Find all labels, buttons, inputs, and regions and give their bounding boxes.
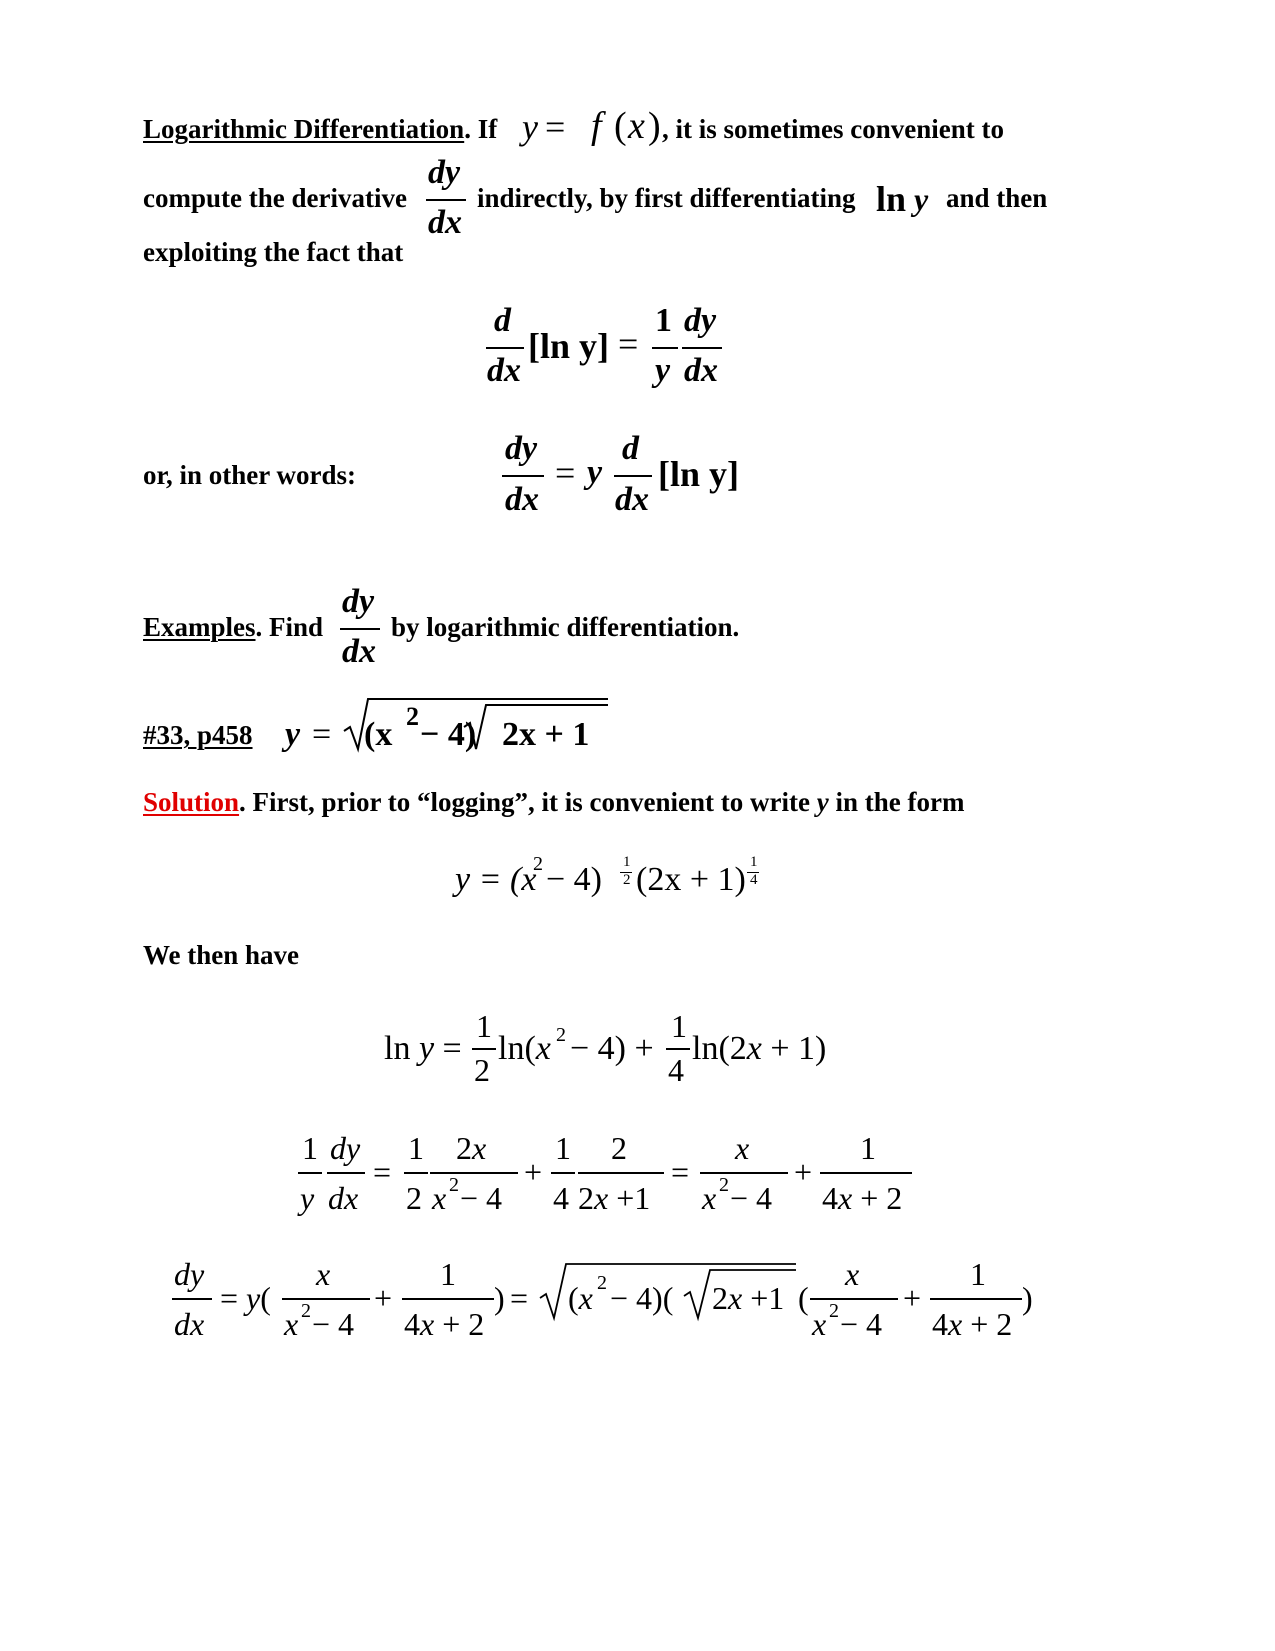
- eq5-f1-den-rest: − 4: [312, 1306, 355, 1342]
- eq1-d: d: [494, 302, 511, 339]
- eq5-plus-2: +: [903, 1280, 922, 1316]
- form-half-den: 2: [623, 872, 631, 888]
- eq4-f5-den-x: x: [702, 1180, 717, 1216]
- eq4-f3-den: 4: [553, 1180, 569, 1216]
- section-heading: Logarithmic Differentiation: [143, 114, 465, 144]
- eq5-f2-den: 4x + 2: [404, 1306, 485, 1342]
- eq4-plus-2: +: [794, 1154, 813, 1190]
- eq5-f3-den-rest: − 4: [840, 1306, 883, 1342]
- intro-fraction-bar: [426, 199, 466, 201]
- examples-rest: by logarithmic differentiation.: [391, 612, 740, 642]
- eq4-one: 1: [302, 1130, 318, 1166]
- intro-if: . If: [464, 114, 498, 144]
- solution-y: y: [816, 787, 829, 817]
- eq5-f3-num: x: [845, 1256, 860, 1292]
- eq4-equals-2: =: [671, 1154, 690, 1190]
- eq4-f2-den-rest: − 4: [460, 1180, 503, 1216]
- examples-heading: Examples: [143, 612, 256, 642]
- form-quarter-num: 1: [750, 854, 758, 870]
- solution-line: [143, 787, 964, 818]
- eq4-f5-den-exp: 2: [719, 1174, 729, 1196]
- eq4-dy: dy: [330, 1130, 361, 1166]
- eq2-bracket: [ln y]: [658, 454, 739, 494]
- eq4-dx: dx: [328, 1180, 359, 1216]
- eq4-f2-num: 2x: [456, 1130, 487, 1166]
- intro-ln: ln: [876, 179, 907, 219]
- eq4-plus: +: [524, 1154, 543, 1190]
- eq4-f4-num: 2: [611, 1130, 627, 1166]
- examples-fraction-bar: [340, 628, 380, 630]
- intro-dy: dy: [428, 154, 461, 191]
- eq2-dy: dy: [505, 430, 538, 467]
- eq4-f5-num: x: [735, 1130, 750, 1166]
- solution-text-a: . First, prior to “logging”, it is convenient to write: [239, 787, 817, 817]
- intro-line-2c: and then: [946, 183, 1048, 213]
- intro-paren-close: ): [648, 105, 661, 147]
- eq5-plus: +: [374, 1280, 393, 1316]
- examples-line: [143, 612, 323, 643]
- problem-y: y: [285, 716, 301, 753]
- eq3-bar-2: [666, 1048, 690, 1050]
- eq2-label: or, in other words:: [143, 460, 357, 490]
- intro-line-2b: indirectly, by first differentiating: [477, 183, 856, 213]
- eq4-f2-den-x: x: [432, 1180, 447, 1216]
- eq2-equals: =: [555, 453, 576, 493]
- form-half-num: 1: [623, 854, 631, 870]
- eq1-dx: dx: [487, 352, 521, 389]
- eq3-two: 2: [474, 1052, 490, 1088]
- form-mid2: (2x + 1): [636, 861, 746, 898]
- form-quarter-den: 4: [750, 872, 758, 888]
- problem-inner: (x: [364, 716, 393, 753]
- then-have-text: We then have: [143, 940, 300, 970]
- eq4-f1-bar: [404, 1172, 428, 1174]
- intro-line-3: exploiting the fact that: [143, 237, 404, 267]
- eq5-f4-num: 1: [970, 1256, 986, 1292]
- eq3-one-a: 1: [476, 1008, 492, 1044]
- eq5-rad-a: (x: [568, 1280, 593, 1316]
- examples-dy: dy: [342, 583, 375, 620]
- eq1-dx2: dx: [684, 352, 718, 389]
- eq4-f1-den: 2: [406, 1180, 422, 1216]
- eq1-bar-1: [486, 347, 524, 349]
- intro-ln-y: y: [914, 181, 929, 217]
- eq2-dx: dx: [505, 481, 539, 518]
- solution-label: Solution: [143, 787, 240, 817]
- eq5-f4-bar: [930, 1298, 1022, 1300]
- eq2-y: y: [587, 454, 603, 491]
- eq4-f6-bar: [820, 1172, 912, 1174]
- eq4-bar-2: [327, 1172, 365, 1174]
- form-exponent-2: 2: [533, 853, 543, 875]
- eq5-f2-bar: [402, 1298, 494, 1300]
- problem-exponent: 2: [406, 702, 419, 731]
- eq1-bar-3: [682, 347, 722, 349]
- eq1-bracket: [ln y]: [528, 326, 609, 366]
- intro-paren-open: (: [614, 105, 627, 147]
- intro-x: x: [628, 105, 645, 147]
- intro-rest-1: , it is sometimes convenient to: [662, 114, 1004, 144]
- eq4-f2-den-exp: 2: [449, 1174, 459, 1196]
- eq5-rad-b: − 4)(: [610, 1280, 674, 1316]
- eq5-f1-den-exp: 2: [301, 1300, 311, 1322]
- eq4-f5-bar: [700, 1172, 788, 1174]
- intro-equals: =: [545, 107, 566, 147]
- eq4-f3-num: 1: [555, 1130, 571, 1166]
- eq3-exponent: 2: [556, 1024, 566, 1046]
- eq3-term1: ln(x: [498, 1030, 551, 1067]
- eq5-f3-den-exp: 2: [829, 1300, 839, 1322]
- eq5-close-2: ): [1022, 1280, 1033, 1316]
- eq4-f4-den: 2x +1: [578, 1180, 651, 1216]
- examples-dx: dx: [342, 633, 376, 670]
- problem-equals: =: [312, 716, 332, 753]
- eq5-rad-inner: 2x +1: [712, 1280, 785, 1316]
- eq5-equals: =: [510, 1280, 529, 1316]
- problem-mid: − 4): [420, 716, 477, 753]
- eq5-f1-den-x: x: [284, 1306, 299, 1342]
- eq1-equals: =: [618, 324, 639, 364]
- eq5-lhs: = y(: [220, 1280, 271, 1316]
- eq3-term2: ln(2x + 1): [692, 1030, 827, 1067]
- eq3-term1b: − 4) +: [570, 1030, 654, 1067]
- eq1-y: y: [655, 352, 671, 389]
- eq2-bar-1: [502, 475, 544, 477]
- eq2-bar-2: [614, 475, 652, 477]
- eq3-bar-1: [472, 1048, 496, 1050]
- eq5-f3-den-x: x: [812, 1306, 827, 1342]
- problem-reference: #33, p458: [143, 720, 253, 750]
- examples-find: . Find: [255, 612, 324, 642]
- intro-dx: dx: [428, 204, 462, 241]
- eq5-f1-bar: [282, 1298, 370, 1300]
- eq1-dy: dy: [684, 302, 717, 339]
- eq4-f6-num: 1: [860, 1130, 876, 1166]
- eq4-f6-den: 4x + 2: [822, 1180, 903, 1216]
- eq4-f2-bar: [430, 1172, 518, 1174]
- eq5-f4-den: 4x + 2: [932, 1306, 1013, 1342]
- eq3-four: 4: [668, 1052, 684, 1088]
- eq2-d: d: [622, 430, 639, 467]
- eq5-bar: [172, 1298, 212, 1300]
- eq3-lhs: ln y =: [384, 1030, 462, 1067]
- eq1-one: 1: [655, 302, 672, 339]
- eq4-f5-den-rest: − 4: [730, 1180, 773, 1216]
- solution-text-b: in the form: [828, 787, 965, 817]
- eq3-one-b: 1: [671, 1008, 687, 1044]
- eq4-y: y: [300, 1180, 315, 1216]
- eq5-rad-exp: 2: [597, 1272, 607, 1294]
- eq5-f3-bar: [810, 1298, 898, 1300]
- intro-y: y: [522, 107, 538, 147]
- eq4-equals: =: [373, 1154, 392, 1190]
- eq2-dx2: dx: [615, 481, 649, 518]
- eq5-f1-num: x: [316, 1256, 331, 1292]
- eq5-dy: dy: [174, 1256, 205, 1292]
- problem-radicand: 2x + 1: [502, 716, 590, 753]
- eq5-open-2: (: [798, 1280, 809, 1316]
- intro-line-2a: compute the derivative: [143, 183, 407, 213]
- eq5-f2-num: 1: [440, 1256, 456, 1292]
- intro-f: f: [591, 105, 602, 147]
- form-mid: − 4): [546, 861, 602, 898]
- eq5-close: ): [494, 1280, 505, 1316]
- eq4-f3-bar: [551, 1172, 575, 1174]
- intro-line-1: [143, 114, 497, 145]
- eq1-bar-2: [652, 347, 678, 349]
- form-lhs: y = (x: [455, 861, 537, 898]
- eq5-dx: dx: [174, 1306, 205, 1342]
- eq4-f4-bar: [578, 1172, 664, 1174]
- eq4-f1-num: 1: [408, 1130, 424, 1166]
- eq4-bar-1: [298, 1172, 322, 1174]
